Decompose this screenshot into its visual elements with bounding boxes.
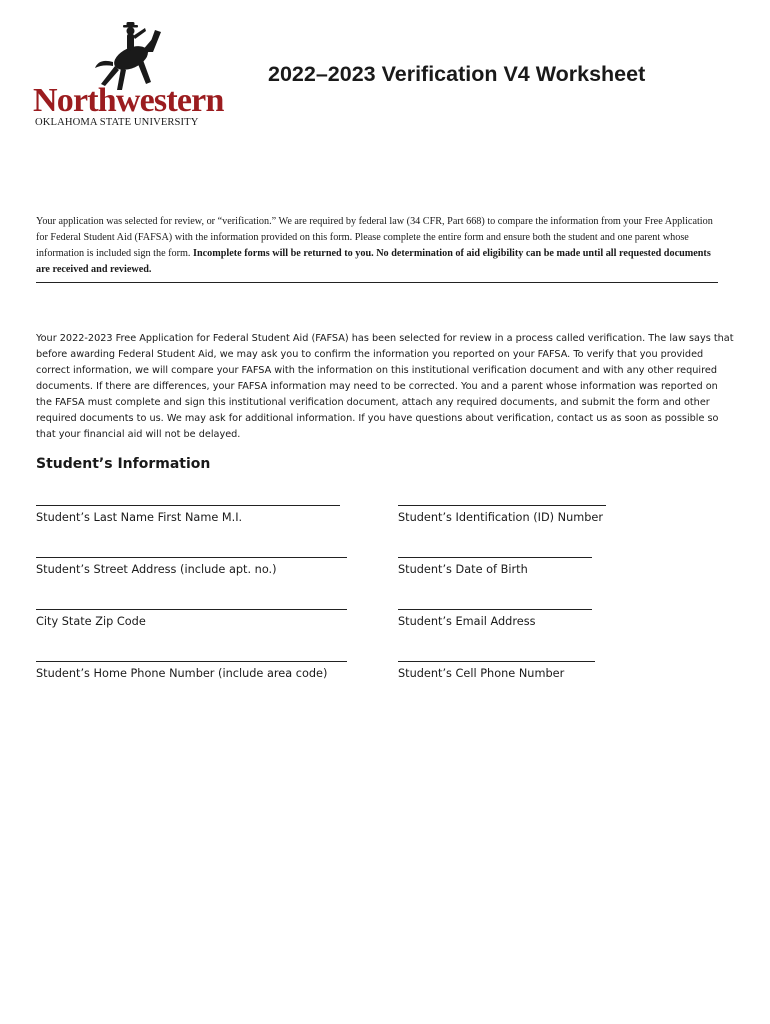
student-id-label: Student’s Identification (ID) Number xyxy=(398,511,604,524)
intro-text: Your application was selected for review, or “verification.” We are required by federal law (34 CFR, Part 668) to compare the information from your Free Application for Federal Student Aid (FAFSA) with the information provided on this form. Please complete the entire form and ensure both the student and one parent whose information is included sign the form. xyxy=(36,216,713,259)
university-logo xyxy=(33,22,224,130)
student-name-label: Student’s Last Name First Name M.I. xyxy=(36,511,243,524)
section-heading-student-information: Student’s Information xyxy=(36,456,211,472)
cell-phone-label: Student’s Cell Phone Number xyxy=(398,667,565,680)
date-of-birth-input-line[interactable] xyxy=(398,544,592,558)
home-phone-label: Student’s Home Phone Number (include area code) xyxy=(36,667,328,680)
email-input-line[interactable] xyxy=(398,596,592,610)
student-id-field[interactable] xyxy=(398,492,606,524)
email-field[interactable] xyxy=(398,596,592,628)
date-of-birth-label: Student’s Date of Birth xyxy=(398,563,528,576)
city-state-zip-field[interactable] xyxy=(36,596,347,628)
logo-wordmark: Northwestern xyxy=(33,82,224,119)
student-name-field[interactable] xyxy=(36,492,340,524)
home-phone-input-line[interactable] xyxy=(36,648,347,662)
student-name-input-line[interactable] xyxy=(36,492,340,506)
street-address-label: Student’s Street Address (include apt. no.) xyxy=(36,563,277,576)
verification-paragraph: Your 2022-2023 Free Application for Federal Student Aid (FAFSA) has been selected for review in a process called verification. The law says that before awarding Federal Student Aid, we may ask you to confirm the information you reported on your FAFSA. To verify that you provided correct information, we will compare your FAFSA with the information on this institutional verification document and with any other required documents. If there are differences, your FAFSA information may need to be corrected. You and a parent whose information was reported on the FAFSA must complete and sign this institutional verification document, attach any required documents, and submit the form and other required documents to us. We may ask for additional information. If you have questions about verification, contact us as soon as possible so that your financial aid will not be delayed. xyxy=(36,333,734,440)
page-title: 2022–2023 Verification V4 Worksheet xyxy=(268,62,646,86)
logo-subtitle: OKLAHOMA STATE UNIVERSITY xyxy=(35,117,199,128)
home-phone-field[interactable] xyxy=(36,648,347,680)
city-state-zip-input-line[interactable] xyxy=(36,596,347,610)
cell-phone-input-line[interactable] xyxy=(398,648,595,662)
date-of-birth-field[interactable] xyxy=(398,544,592,576)
street-address-input-line[interactable] xyxy=(36,544,347,558)
street-address-field[interactable] xyxy=(36,544,347,576)
intro-bold-text: Incomplete forms will be returned to you. No determination of aid eligibility can be made until all requested documents are received and reviewed. xyxy=(36,248,711,275)
city-state-zip-label: City State Zip Code xyxy=(36,615,146,628)
divider-rule xyxy=(36,282,718,283)
cell-phone-field[interactable] xyxy=(398,648,595,680)
intro-paragraph xyxy=(36,214,726,278)
student-id-input-line[interactable] xyxy=(398,492,606,506)
email-label: Student’s Email Address xyxy=(398,615,536,628)
